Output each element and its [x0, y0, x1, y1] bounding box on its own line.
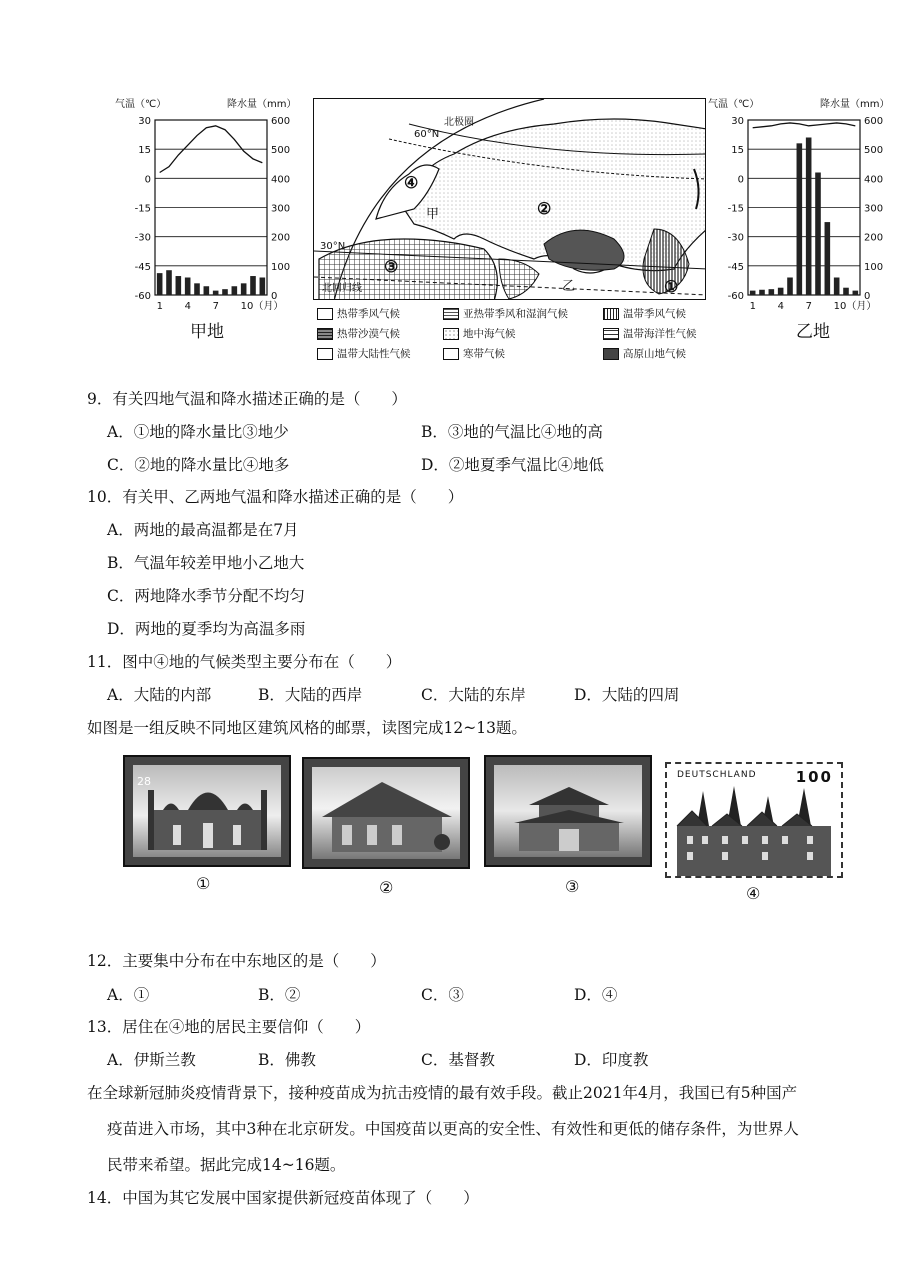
- q11-option-c[interactable]: C．大陆的东岸: [421, 686, 526, 704]
- stamp-2-image: [312, 767, 460, 859]
- jia-month-tick: 10（月）: [240, 301, 284, 312]
- q11-option-b[interactable]: B．大陆的西岸: [258, 686, 363, 704]
- q10-option-c[interactable]: C．两地降水季节分配不均匀: [107, 587, 305, 605]
- q9-option-a[interactable]: A．①地的降水量比③地少: [107, 423, 289, 441]
- yi-precip-bar: [769, 289, 775, 295]
- climate-chart-jia-svg: [115, 95, 315, 345]
- passage-line-1: 在全球新冠肺炎疫情背景下，接种疫苗成为抗击疫情的最有效手段。截止2021年4月，我国已有5种国产: [87, 1084, 798, 1102]
- jia-precip-tick: 600: [271, 116, 291, 127]
- q10-option-d[interactable]: D．两地的夏季均为高温多雨: [107, 620, 306, 638]
- arabia-region: [499, 259, 539, 299]
- map-marker-yi: 乙: [562, 279, 576, 294]
- wooden-house-drawing: [312, 767, 460, 859]
- yi-temp-tick: 30: [731, 116, 744, 127]
- legend-swatch-8: [603, 348, 619, 360]
- legend-swatch-6: [317, 348, 333, 360]
- chart-caption-jia: 甲地: [190, 322, 224, 342]
- yi-precip-bar: [787, 278, 793, 296]
- stamp-number-2: ②: [379, 878, 394, 897]
- jia-temp-tick: -45: [134, 261, 151, 273]
- jia-precip-tick: 400: [271, 174, 291, 186]
- yi-month-tick: 1: [749, 301, 757, 312]
- map-legend: [313, 304, 706, 364]
- yi-month-tick: 10（月）: [833, 301, 877, 312]
- legend-item-4: 地中海气候: [443, 326, 516, 341]
- world-climate-map: [313, 98, 706, 300]
- jia-precip-tick: 100: [271, 261, 291, 273]
- map-label-tropic: 北回归线: [322, 283, 362, 294]
- yi-month-tick: 7: [805, 301, 813, 312]
- jia-precip-bar: [157, 273, 163, 295]
- yi-precip-tick: 100: [864, 261, 884, 273]
- q13-option-a[interactable]: A．伊斯兰教: [107, 1051, 196, 1069]
- yi-month-tick: 4: [777, 301, 785, 312]
- map-label-lat30: 30°N: [320, 241, 346, 252]
- legend-swatch-1: [443, 308, 459, 320]
- yi-temp-tick: -15: [727, 203, 744, 215]
- yi-precip-bar: [797, 143, 803, 295]
- q9-option-c[interactable]: C．②地的降水量比④地多: [107, 456, 290, 474]
- question-12: 12．主要集中分布在中东地区的是（ ）: [87, 952, 386, 970]
- map-marker-3: ③: [384, 257, 399, 276]
- legend-swatch-0: [317, 308, 333, 320]
- passage-line-2: 疫苗进入市场，其中3种在北京研发。中国疫苗以更高的安全性、有效性和更低的储存条件，为世界人: [107, 1120, 799, 1138]
- yi-precip-bar: [815, 173, 821, 296]
- legend-swatch-7: [443, 348, 459, 360]
- legend-item-6: 温带大陆性气候: [317, 346, 411, 361]
- jia-temp-tick: -15: [134, 203, 151, 215]
- stamp-3: [484, 755, 652, 867]
- yi-precip-tick: 300: [864, 203, 884, 215]
- map-marker-4: ④: [404, 173, 419, 192]
- legend-item-3: 热带沙漠气候: [317, 326, 400, 341]
- mosque-drawing: [133, 765, 281, 857]
- stamp-number-4: ④: [746, 884, 761, 903]
- jia-precip-tick: 0: [271, 291, 278, 302]
- legend-item-0: 热带季风气候: [317, 306, 400, 321]
- stamp-number-3: ③: [565, 877, 580, 896]
- q9-option-b[interactable]: B．③地的气温比④地的高: [421, 423, 603, 441]
- stamp-4: [665, 762, 843, 878]
- q12-option-d[interactable]: D．④: [574, 986, 618, 1004]
- map-label-arctic: 北极圈: [444, 117, 474, 128]
- legend-swatch-2: [603, 308, 619, 320]
- map-label-lat60: 60°N: [414, 129, 440, 140]
- yi-precip-bar: [778, 288, 784, 295]
- map-marker-1: ①: [664, 277, 679, 296]
- question-9: 9．有关四地气温和降水描述正确的是（ ）: [87, 390, 407, 408]
- yi-temp-tick: -60: [727, 291, 744, 302]
- passage-line-3: 民带来希望。据此完成14~16题。: [107, 1156, 346, 1174]
- climate-chart-jia: [115, 95, 315, 345]
- yi-precip-tick: 200: [864, 232, 884, 244]
- climate-chart-yi: [708, 95, 908, 345]
- q13-option-d[interactable]: D．印度教: [574, 1051, 649, 1069]
- question-14: 14．中国为其它发展中国家提供新冠疫苗体现了（ ）: [87, 1189, 479, 1207]
- legend-item-7: 寒带气候: [443, 346, 505, 361]
- q13-option-c[interactable]: C．基督教: [421, 1051, 495, 1069]
- yi-precip-bar: [834, 278, 840, 296]
- legend-swatch-3: [317, 328, 333, 340]
- climate-chart-yi-svg: [708, 95, 908, 345]
- stamp-3-image: [494, 765, 642, 857]
- q13-option-b[interactable]: B．佛教: [258, 1051, 316, 1069]
- jia-precip-tick: 200: [271, 232, 291, 244]
- legend-item-1: 亚热带季风和湿润气候: [443, 306, 568, 321]
- jia-precip-bar: [213, 291, 219, 295]
- yi-precip-axis-title: 降水量（mm）: [820, 99, 890, 110]
- jia-precip-bar: [194, 283, 200, 295]
- question-13: 13．居住在④地的居民主要信仰（ ）: [87, 1018, 371, 1036]
- yi-temp-tick: -30: [727, 232, 744, 244]
- yi-precip-tick: 500: [864, 145, 884, 157]
- q9-option-d[interactable]: D．②地夏季气温比④地低: [421, 456, 604, 474]
- q12-option-c[interactable]: C．③: [421, 986, 464, 1004]
- jia-month-tick: 7: [212, 301, 220, 312]
- jia-precip-bar: [222, 289, 228, 295]
- q11-option-a[interactable]: A．大陆的内部: [107, 686, 212, 704]
- german-town-drawing: [667, 786, 841, 876]
- jia-temp-axis-title: 气温（℃）: [115, 99, 167, 110]
- jia-precip-axis-title: 降水量（mm）: [227, 99, 297, 110]
- chinese-hall-drawing: [494, 765, 642, 857]
- legend-swatch-5: [603, 328, 619, 340]
- intro-12-13: 如图是一组反映不同地区建筑风格的邮票，读图完成12~13题。: [87, 719, 527, 737]
- jia-temp-tick: 30: [138, 116, 151, 127]
- jia-precip-tick: 300: [271, 203, 291, 215]
- q12-option-a[interactable]: A．①: [107, 986, 150, 1004]
- q10-option-b[interactable]: B．气温年较差甲地小乙地大: [107, 554, 305, 572]
- jia-precip-bar: [166, 270, 172, 295]
- legend-item-5: 温带海洋性气候: [603, 326, 697, 341]
- jia-temp-tick: 15: [138, 145, 151, 157]
- jia-month-tick: 4: [184, 301, 192, 312]
- jia-precip-tick: 500: [271, 145, 291, 157]
- question-11: 11．图中④地的气候类型主要分布在（ ）: [87, 653, 402, 671]
- jia-temp-tick: 0: [144, 174, 151, 186]
- yi-precip-tick: 400: [864, 174, 884, 186]
- yi-temp-axis-title: 气温（℃）: [708, 99, 760, 110]
- jia-precip-bar: [176, 276, 182, 295]
- jia-precip-bar: [204, 286, 210, 295]
- yi-precip-bar: [759, 290, 765, 295]
- question-10: 10．有关甲、乙两地气温和降水描述正确的是（ ）: [87, 488, 464, 506]
- stamp-4-country: DEUTSCHLAND: [677, 770, 757, 780]
- yi-precip-bar: [806, 138, 812, 296]
- jia-temp-tick: -30: [134, 232, 151, 244]
- q11-option-d[interactable]: D．大陆的四周: [574, 686, 680, 704]
- jia-temp-tick: -60: [134, 291, 151, 302]
- stamp-1: [123, 755, 291, 867]
- yi-temp-tick: -45: [727, 261, 744, 273]
- jia-precip-bar: [250, 276, 256, 295]
- stamp-2: [302, 757, 470, 869]
- yi-temp-line: [753, 123, 856, 128]
- stamp-number-1: ①: [196, 874, 211, 893]
- yi-precip-tick: 0: [864, 291, 871, 302]
- jia-month-tick: 1: [156, 301, 164, 312]
- yi-precip-bar: [825, 222, 831, 295]
- jia-precip-bar: [232, 286, 238, 295]
- yi-temp-tick: 15: [731, 145, 744, 157]
- stamp-1-image: [133, 765, 281, 857]
- chart-caption-yi: 乙地: [796, 322, 830, 342]
- jia-precip-bar: [241, 283, 247, 295]
- legend-item-8: 高原山地气候: [603, 346, 686, 361]
- map-marker-2: ②: [537, 199, 552, 218]
- legend-swatch-4: [443, 328, 459, 340]
- stamp-1-value: 28: [137, 775, 151, 788]
- jia-precip-bar: [260, 278, 266, 296]
- yi-precip-bar: [853, 291, 859, 295]
- map-svg: [314, 99, 706, 300]
- yi-precip-bar: [843, 288, 849, 295]
- q10-option-a[interactable]: A．两地的最高温都是在7月: [107, 521, 299, 539]
- yi-temp-tick: 0: [737, 174, 744, 186]
- stamp-4-value: 100: [795, 768, 833, 786]
- map-marker-jia: 甲: [426, 207, 440, 222]
- yi-precip-bar: [750, 291, 756, 295]
- yi-precip-tick: 600: [864, 116, 884, 127]
- q12-option-b[interactable]: B．②: [258, 986, 301, 1004]
- jia-precip-bar: [185, 278, 191, 296]
- legend-item-2: 温带季风气候: [603, 306, 686, 321]
